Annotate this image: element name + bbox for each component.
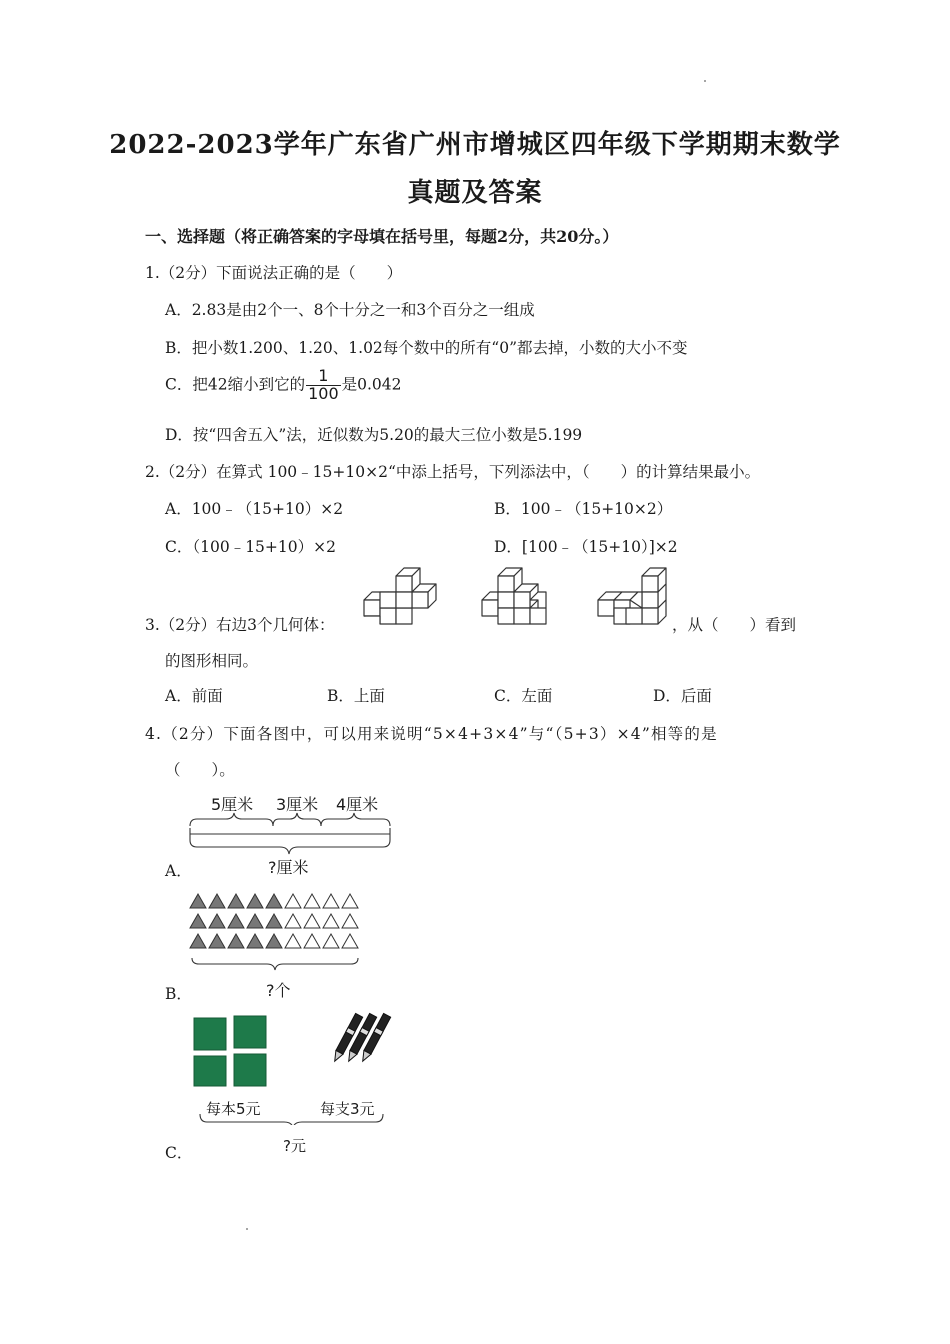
notebook-icon-group [194, 1016, 266, 1086]
q2-option-a: A．100﹣（15+10）×2 [165, 500, 344, 518]
q4-fig-b-triangles [188, 892, 363, 972]
q4-fig-c-left-label: 每本5元 [206, 1100, 261, 1118]
page-dot [704, 80, 706, 82]
q4-fig-a-seg2-label: 3厘米 [276, 795, 319, 814]
fraction-denominator: 100 [308, 383, 339, 403]
q4-option-b: B． [165, 985, 192, 1003]
q3-cube-figures [358, 564, 678, 634]
q3-option-d: D．后面 [653, 687, 712, 705]
triangle-row-3 [190, 934, 358, 948]
q4-option-c: C． [165, 1144, 193, 1162]
q1-option-d: D．按“四舍五入”法，近似数为5.20的最大三位小数是5.199 [165, 426, 583, 444]
q4-stem: 4.（2分）下面各图中，可以用来说明“5×4+3×4”与“（5+3）×4”相等的是 [145, 725, 718, 743]
q4-fig-a-seg1-label: 5厘米 [211, 795, 254, 814]
triangle-row-1 [190, 894, 358, 908]
q3-stem-line2: 的图形相同。 [165, 652, 259, 670]
pen-icon-group [331, 1013, 390, 1063]
q4-fig-a-total-label: ?厘米 [268, 858, 309, 877]
q3-stem-prefix: 3.（2分）右边3个几何体： [145, 616, 335, 634]
q1-option-c [165, 368, 402, 403]
q4-fig-c-total-label: ?元 [283, 1137, 306, 1155]
q4-option-a: A． [165, 862, 192, 880]
q1-stem: 1.（2分）下面说法正确的是（ ） [145, 264, 403, 282]
q1-option-b: B．把小数1.200、1.20、1.02每个数中的所有“0”都去掉，小数的大小不变 [165, 339, 688, 357]
q2-option-d: D．[100﹣（15+10）]×2 [494, 538, 678, 556]
q1-option-c-suffix: 是0.042 [341, 375, 402, 394]
q2-option-b: B．100﹣（15+10×2） [494, 500, 673, 518]
q4-stem-line2: （ ）。 [165, 761, 235, 779]
document-title-line2: 真题及答案 [407, 178, 543, 208]
q4-fig-b-total-label: ?个 [266, 981, 291, 1000]
triangle-row-2 [190, 914, 358, 928]
q3-option-b: B．上面 [327, 687, 385, 705]
q4-fig-c-right-label: 每支3元 [320, 1100, 375, 1118]
q1-option-a: A．2.83是由2个一、8个十分之一和3个百分之一组成 [165, 301, 535, 319]
q3-option-a: A．前面 [165, 687, 223, 705]
q2-stem: 2.（2分）在算式 100﹣15+10×2“中添上括号，下列添法中，（ ）的计算结果最小。 [145, 463, 761, 481]
cube-figure-2 [482, 568, 546, 624]
fraction [306, 368, 341, 403]
document-title-line1: 2022-2023学年广东省广州市增城区四年级下学期期末数学 [109, 130, 841, 160]
q2-option-c: C．（100﹣15+10）×2 [165, 538, 336, 556]
section-heading: 一、选择题（将正确答案的字母填在括号里，每题2分，共20分。） [145, 227, 619, 246]
cube-figure-3 [598, 568, 666, 624]
cube-figure-1 [364, 568, 436, 624]
q1-option-c-prefix: C．把42缩小到它的 [165, 375, 306, 394]
q4-fig-a-braces [188, 812, 393, 856]
q3-stem-suffix: ，从（ ）看到 [672, 616, 797, 634]
q3-option-c: C．左面 [494, 687, 553, 705]
q4-fig-a-seg3-label: 4厘米 [336, 795, 379, 814]
page-dot [246, 1228, 248, 1230]
fraction-numerator: 1 [306, 368, 341, 386]
